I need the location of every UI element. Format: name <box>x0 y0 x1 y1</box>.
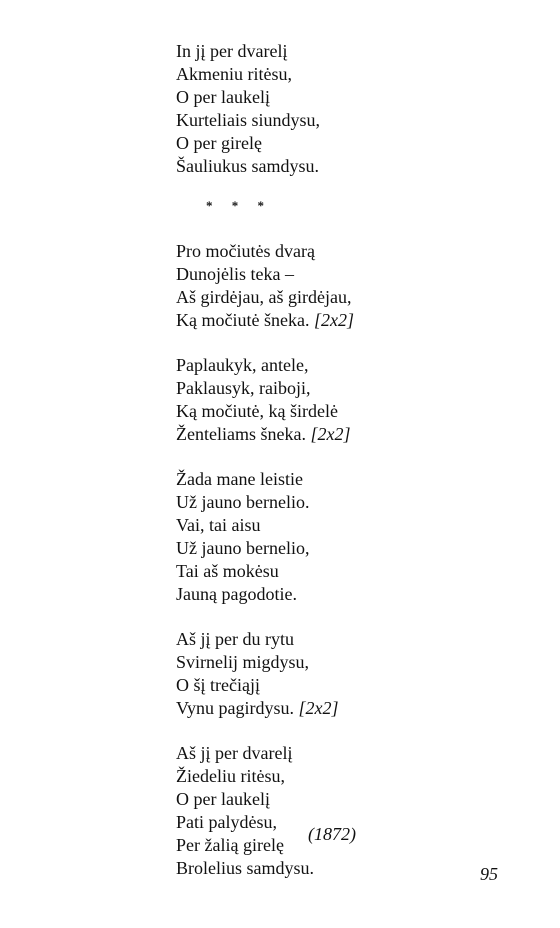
poem-line: In jį per dvarelį <box>176 41 288 61</box>
stanza-1 <box>176 40 496 178</box>
poem-line: Pro močiutės dvarą <box>176 241 315 261</box>
stanza-gap <box>176 720 496 742</box>
poem-line <box>176 423 496 446</box>
poem-line: Vai, tai aisu <box>176 515 261 535</box>
poem-line: Dunojėlis teka – <box>176 264 294 284</box>
poem-line: Kurteliais siundysu, <box>176 110 320 130</box>
poem-line: Pati palydėsu, <box>176 812 277 832</box>
poem-line: O šį trečiąjį <box>176 675 260 695</box>
poem-line: Žada mane leistie <box>176 469 303 489</box>
stanza-gap <box>176 332 496 354</box>
repeat-mark: [2x2] <box>313 310 354 330</box>
section-separator: * * * <box>206 198 272 213</box>
poem-line: Už jauno bernelio, <box>176 538 310 558</box>
poem-line: O per laukelį <box>176 789 270 809</box>
poem-line <box>176 697 496 720</box>
poem-line-text: Ženteliams šneka. <box>176 424 306 444</box>
poem-line: Žiedeliu ritėsu, <box>176 766 285 786</box>
poem-line: Paplaukyk, antele, <box>176 355 309 375</box>
poem-line: Brolelius samdysu. <box>176 858 314 878</box>
poem-line: Per žalią girelę <box>176 835 284 855</box>
year-note: (1872) <box>308 824 356 844</box>
poem-line: Aš jį per dvarelį <box>176 743 293 763</box>
poem-line-text: Vynu pagirdysu. <box>176 698 294 718</box>
poem-line: Svirnelij migdysu, <box>176 652 310 672</box>
poem-line-text: Ką močiutė šneka. <box>176 310 310 330</box>
poem-line: Tai aš mokėsu <box>176 561 279 581</box>
poem-line: Aš girdėjau, aš girdėjau, <box>176 287 352 307</box>
repeat-mark: [2x2] <box>298 698 339 718</box>
poem-line: O per laukelį <box>176 87 270 107</box>
poem-line: Šauliukus samdysu. <box>176 156 320 176</box>
stanza-5 <box>176 628 496 720</box>
page-number: 95 <box>480 864 498 884</box>
stanza-gap <box>176 446 496 468</box>
stanza-6 <box>176 742 496 880</box>
stanza-2 <box>176 240 496 332</box>
poem-line: Ką močiutė, ką širdelė <box>176 401 338 421</box>
poem-line: O per girelę <box>176 133 262 153</box>
stanza-4 <box>176 468 496 606</box>
poem-line: Paklausyk, raiboji, <box>176 378 311 398</box>
poem-line: Jauną pagodotie. <box>176 584 297 604</box>
poem-line <box>176 309 496 332</box>
stanza-3 <box>176 354 496 446</box>
repeat-mark: [2x2] <box>310 424 351 444</box>
poem-line: Akmeniu ritėsu, <box>176 64 292 84</box>
poem-line: Už jauno bernelio. <box>176 492 310 512</box>
poem-line: Aš jį per du rytu <box>176 629 294 649</box>
poem-text <box>176 40 496 880</box>
stanza-gap <box>176 606 496 628</box>
